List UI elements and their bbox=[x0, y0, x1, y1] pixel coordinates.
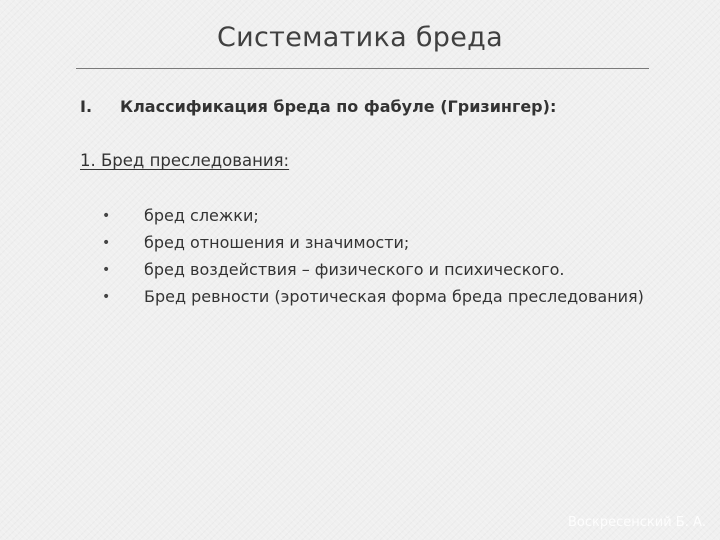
bullet-icon: • bbox=[102, 208, 111, 224]
list-item bbox=[100, 232, 660, 254]
list-item bbox=[100, 205, 660, 227]
list-item-text: бред отношения и значимости; bbox=[144, 233, 410, 252]
bullet-icon: • bbox=[102, 289, 111, 305]
list-item-text: бред слежки; bbox=[144, 206, 259, 225]
list-item-text: бред воздействия – физического и психического. bbox=[144, 260, 565, 279]
section-heading-text: Классификация бреда по фабуле (Гризингер): bbox=[120, 97, 557, 116]
bullet-list bbox=[100, 205, 660, 313]
bullet-icon: • bbox=[102, 262, 111, 278]
section-numeral: I. bbox=[80, 97, 93, 116]
list-item-text: Бред ревности (эротическая форма бреда преследования) bbox=[144, 287, 644, 306]
subsection-title: 1. Бред преследования: bbox=[80, 151, 290, 170]
list-item bbox=[100, 259, 660, 281]
title-divider bbox=[76, 68, 649, 69]
list-item bbox=[100, 286, 660, 308]
slide-title: Систематика бреда bbox=[217, 22, 503, 53]
bullet-icon: • bbox=[102, 235, 111, 251]
author-footer: Воскресенский Б. А. bbox=[567, 515, 706, 530]
